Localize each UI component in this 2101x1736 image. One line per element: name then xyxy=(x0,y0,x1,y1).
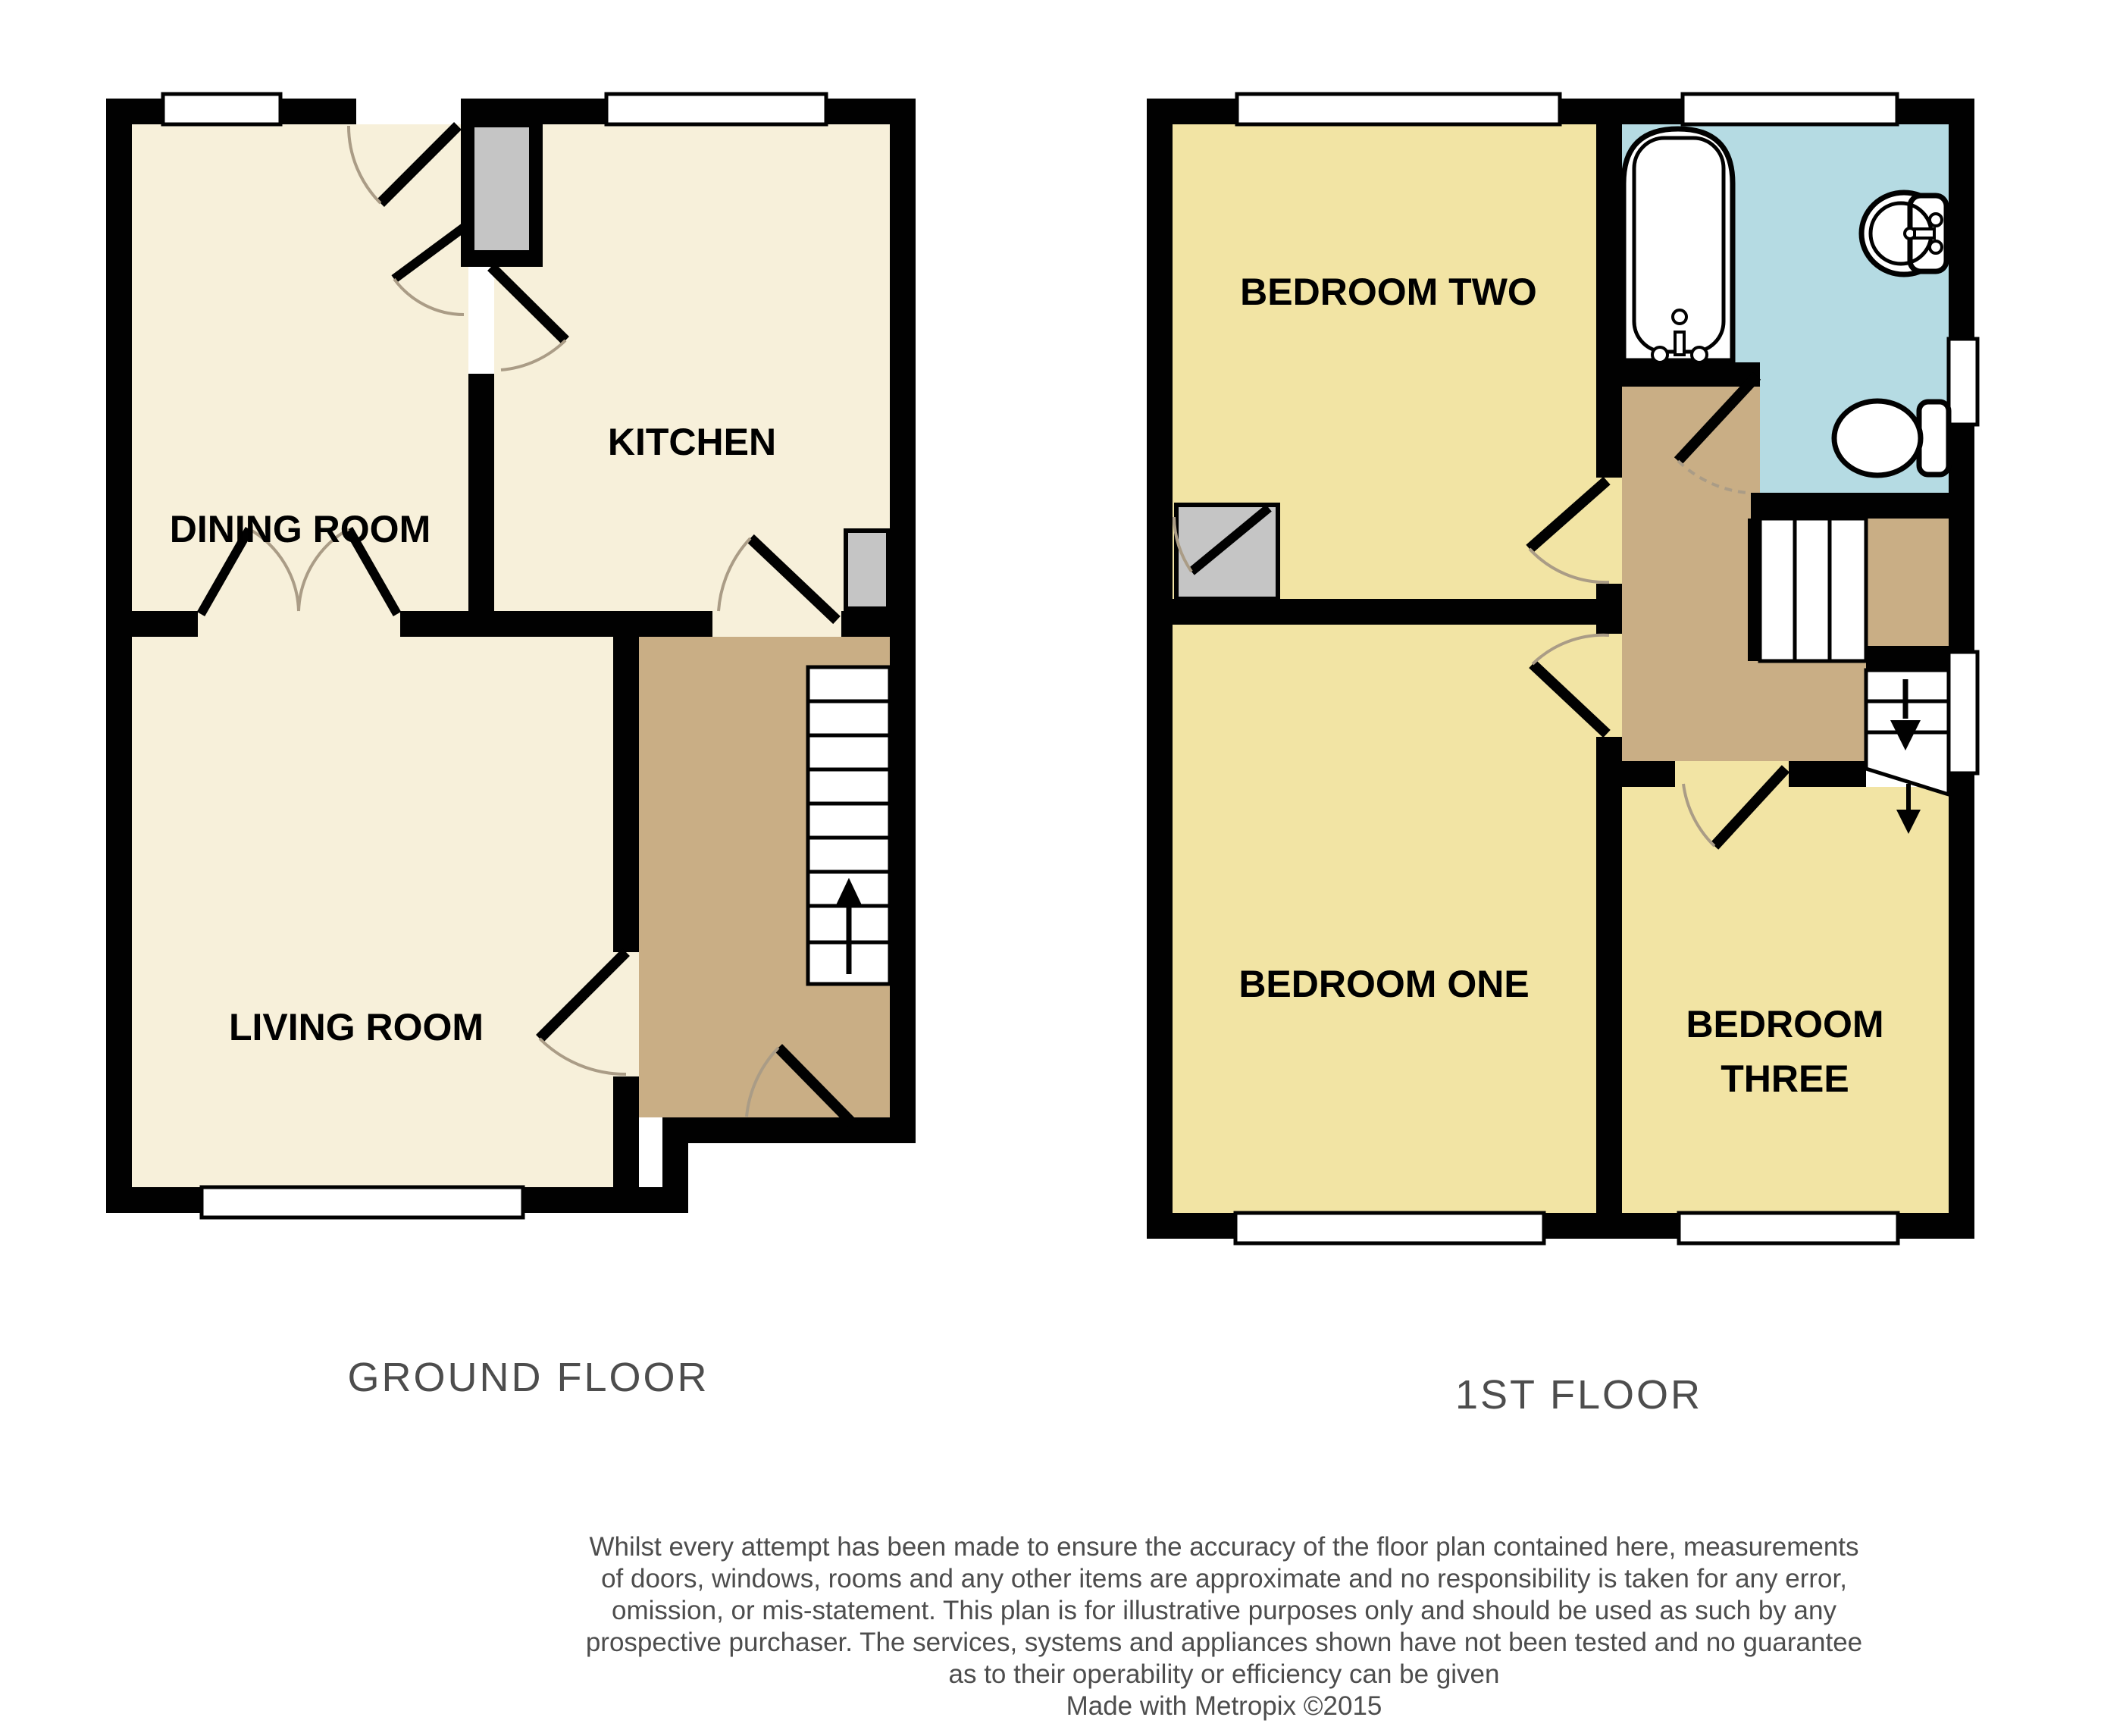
bedroom-three-floor xyxy=(1622,787,1949,1213)
kitchen-label: KITCHEN xyxy=(607,421,777,463)
dining-room-label: DINING ROOM xyxy=(169,508,431,550)
living-room-label: LIVING ROOM xyxy=(228,1006,484,1048)
french-door-threshold xyxy=(198,611,400,637)
bedroom-two-label: BEDROOM TWO xyxy=(1240,271,1537,313)
bedroom-one-label: BEDROOM ONE xyxy=(1238,963,1530,1005)
bedroom-two-wardrobe xyxy=(1176,505,1278,599)
disclaimer-line-5: as to their operability or efficiency can be given xyxy=(948,1659,1500,1689)
stair-quarter-landing xyxy=(1866,519,1949,646)
toilet xyxy=(1834,401,1949,475)
living-window xyxy=(202,1187,523,1217)
disclaimer-line-4: prospective purchaser. The services, systems and appliances shown have not been tested and no guarantee xyxy=(585,1628,1863,1657)
bathroom-top-window xyxy=(1683,94,1897,124)
bedroom-one-floor xyxy=(1173,625,1596,1213)
bedroom-three-label-line1: BEDROOM xyxy=(1686,1003,1884,1045)
kitchen-window xyxy=(606,94,826,124)
bathroom-side-window xyxy=(1949,339,1977,425)
bathtub xyxy=(1624,129,1733,362)
kitchen-floor xyxy=(494,124,890,611)
kitchen-hall-threshold xyxy=(712,611,841,637)
chimney-breast xyxy=(474,127,529,250)
living-room-floor xyxy=(132,637,613,1187)
dining-window xyxy=(163,94,280,124)
bedroom-three-label-line2: THREE xyxy=(1721,1058,1849,1100)
metropix-credit: Made with Metropix ©2015 xyxy=(1066,1691,1382,1721)
ground-floor-plan xyxy=(106,94,916,1400)
bedroom-three-window xyxy=(1679,1213,1898,1243)
bedroom-two-window xyxy=(1237,94,1560,124)
sink xyxy=(1861,193,1946,274)
stair-side-window xyxy=(1949,652,1977,773)
disclaimer-text xyxy=(586,1532,1862,1721)
ground-floor-label: GROUND FLOOR xyxy=(347,1355,709,1400)
disclaimer-line-1: Whilst every attempt has been made to ensure the accuracy of the floor plan contained here, measurements xyxy=(589,1532,1859,1562)
living-door-threshold xyxy=(613,952,639,1076)
staircase-up xyxy=(808,667,890,984)
first-floor-label: 1ST FLOOR xyxy=(1454,1372,1703,1418)
disclaimer-line-3: omission, or mis-statement. This plan is for illustrative purposes only and should be used as such by any xyxy=(612,1596,1836,1625)
bathroom-door-threshold xyxy=(1751,387,1760,493)
bedroom-one-window xyxy=(1235,1213,1544,1243)
disclaimer-line-2: of doors, windows, rooms and any other items are approximate and no responsibility is taken for any error, xyxy=(601,1564,1847,1593)
first-floor-plan xyxy=(1147,94,1977,1418)
kitchen-cupboard xyxy=(846,531,888,609)
